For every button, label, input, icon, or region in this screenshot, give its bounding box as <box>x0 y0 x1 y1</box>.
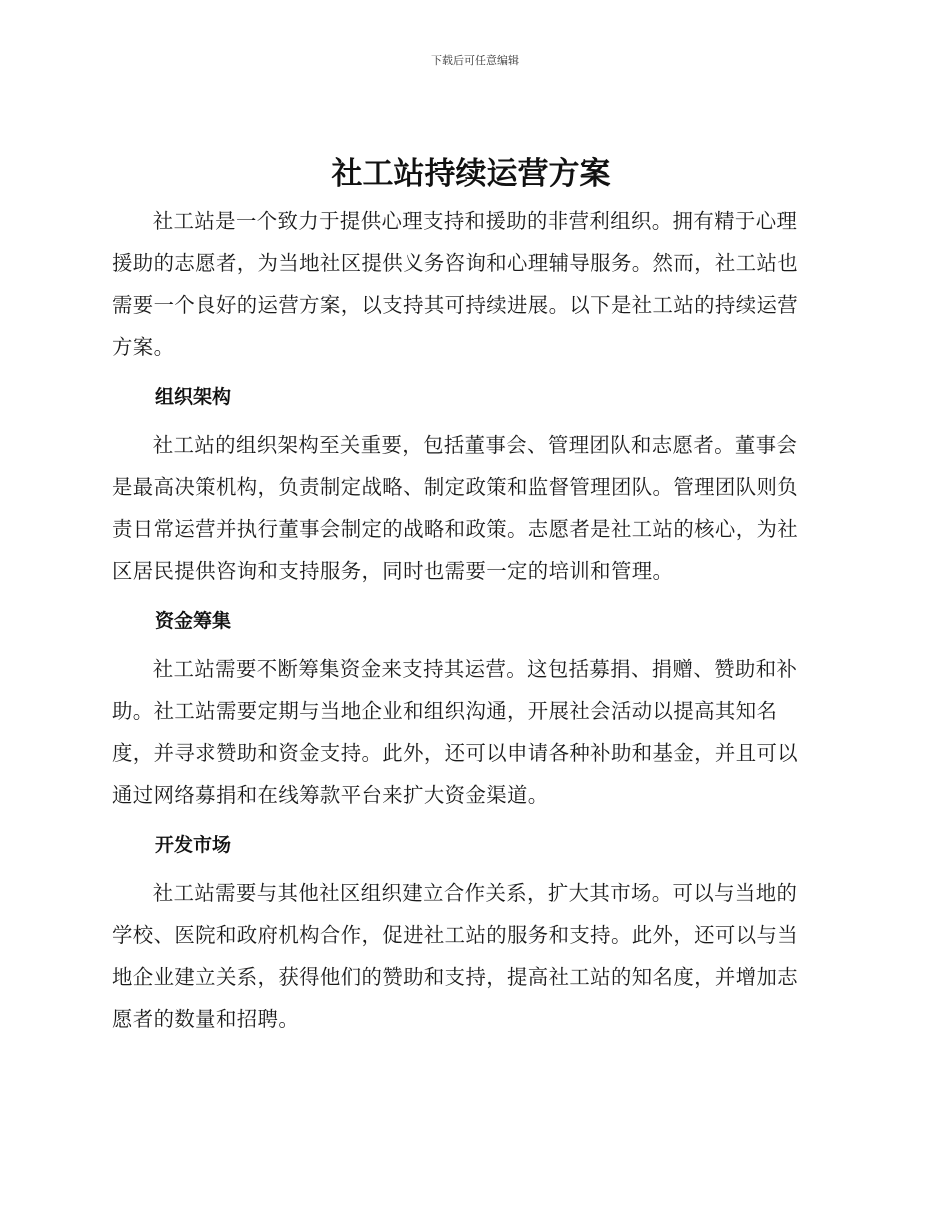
paragraph-line: 地企业建立关系，获得他们的赞助和支持，提高社工站的知名度，并增加志 <box>112 965 799 989</box>
paragraph-line: 社工站的组织架构至关重要，包括董事会、管理团队和志愿者。董事会 <box>152 433 798 457</box>
section-heading-market: 开发市场 <box>155 834 232 856</box>
section-heading-organization: 组织架构 <box>155 386 232 408</box>
paragraph-line: 责日常运营并执行董事会制定的战略和政策。志愿者是社工站的核心，为社 <box>112 517 799 541</box>
paragraph-line: 度，并寻求赞助和资金支持。此外，还可以申请各种补助和基金，并且可以 <box>112 741 799 765</box>
section-heading-fundraising: 资金筹集 <box>155 610 232 632</box>
document-title: 社工站持续运营方案 <box>331 156 611 192</box>
document-body <box>112 148 830 1040</box>
fundraising-paragraph <box>112 648 830 816</box>
intro-paragraph <box>112 200 830 368</box>
paragraph-line: 社工站需要与其他社区组织建立合作关系，扩大其市场。可以与当地的 <box>152 881 798 905</box>
paragraph-line: 学校、医院和政府机构合作，促进社工站的服务和支持。此外，还可以与当 <box>112 923 799 947</box>
paragraph-line: 援助的志愿者，为当地社区提供义务咨询和心理辅导服务。然而，社工站也 <box>112 251 799 275</box>
page-header-note: 下载后可任意编辑 <box>431 54 519 67</box>
organization-paragraph <box>112 424 830 592</box>
paragraph-line: 是最高决策机构，负责制定战略、制定政策和监督管理团队。管理团队则负 <box>112 475 799 499</box>
paragraph-line: 区居民提供咨询和支持服务，同时也需要一定的培训和管理。 <box>112 559 674 583</box>
paragraph-line: 社工站是一个致力于提供心理支持和援助的非营利组织。拥有精于心理 <box>152 209 798 233</box>
paragraph-line: 社工站需要不断筹集资金来支持其运营。这包括募捐、捐赠、赞助和补 <box>152 657 798 681</box>
market-paragraph <box>112 872 830 1040</box>
paragraph-line: 需要一个良好的运营方案，以支持其可持续进展。以下是社工站的持续运营 <box>112 293 799 317</box>
paragraph-line: 愿者的数量和招聘。 <box>112 1007 300 1031</box>
paragraph-line: 通过网络募捐和在线筹款平台来扩大资金渠道。 <box>112 783 549 807</box>
paragraph-line: 方案。 <box>112 335 175 359</box>
paragraph-line: 助。社工站需要定期与当地企业和组织沟通，开展社会活动以提高其知名 <box>112 699 778 723</box>
